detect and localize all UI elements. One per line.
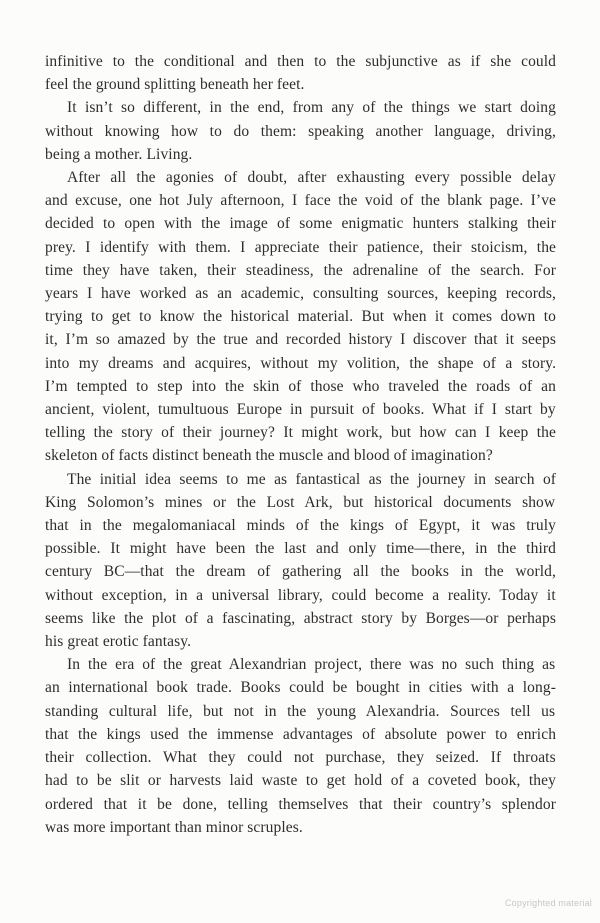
text-line: and excuse, one hot July afternoon, I face the void of the blank page. I’ve (45, 192, 557, 210)
text-line: possible. It might have been the last and only time—there, in the third (45, 540, 556, 558)
text-line: feel the ground splitting beneath her feet. (45, 76, 305, 94)
text-line: had to be slit or harvests laid waste to get hold of a coveted book, they (45, 772, 556, 790)
text-line: prey. I identify with them. I appreciate their patience, their stoicism, the (45, 238, 557, 256)
text-line: standing cultural life, but not in the young Alexandria. Sources tell us (45, 702, 556, 720)
text-line: that the kings used the immense advantages of absolute power to enrich (45, 725, 557, 743)
text-line: After all the agonies of doubt, after exhausting every possible delay (67, 169, 556, 187)
text-line: their collection. What they could not purchase, they seized. If throats (45, 749, 556, 767)
text-line: into my dreams and acquires, without my volition, the shape of a story. (45, 354, 557, 372)
text-line: ancient, violent, tumultuous Europe in pursuit of books. What if I start by (45, 401, 556, 419)
text-line: decided to open with the image of some enigmatic hunters stalking their (45, 215, 556, 233)
text-line: century BC—that the dream of gathering all the books in the world, (45, 563, 556, 581)
text-line: his great erotic fantasy. (45, 633, 192, 651)
text-line: without knowing how to do them: speaking another language, driving, (45, 122, 557, 140)
text-line: it, I’m so amazed by the true and recorded history I discover that it seeps (45, 331, 556, 349)
text-line: years I have worked as an academic, consulting sources, keeping records, (45, 285, 556, 303)
text-line: seems like the plot of a fascinating, abstract story by Borges—or perhaps (45, 609, 556, 627)
text-line: trying to get to know the historical material. But when it comes down to (45, 308, 556, 326)
text-line: being a mother. Living. (45, 145, 193, 163)
text-line: skeleton of facts distinct beneath the muscle and blood of imagination? (45, 447, 493, 465)
text-line: was more important than minor scruples. (45, 818, 303, 836)
text-line: without exception, in a universal library, could become a reality. Today it (45, 586, 556, 604)
page-text (45, 50, 556, 839)
text-line: In the era of the great Alexandrian project, there was no such thing as (67, 656, 556, 674)
text-line: time they have taken, their steadiness, the adrenaline of the search. For (45, 261, 556, 279)
text-line: telling the story of their journey? It might work, but how can I keep the (45, 424, 556, 442)
text-line: The initial idea seems to me as fantastical as the journey in search of (67, 470, 557, 488)
text-line: ordered that it be done, telling themselves that their country’s splendor (45, 795, 556, 813)
text-line: that in the megalomaniacal minds of the kings of Egypt, it was truly (45, 517, 557, 535)
text-line: King Solomon’s mines or the Lost Ark, but historical documents show (45, 493, 556, 511)
copyright-watermark: Copyrighted material (504, 898, 592, 908)
text-line: infinitive to the conditional and then to the subjunctive as if she could (45, 53, 557, 70)
text-line: an international book trade. Books could be bought in cities with a long- (45, 679, 556, 697)
text-line: I’m tempted to step into the skin of those who traveled the roads of an (45, 377, 557, 395)
text-line: It isn’t so different, in the end, from any of the things we start doing (67, 99, 556, 117)
